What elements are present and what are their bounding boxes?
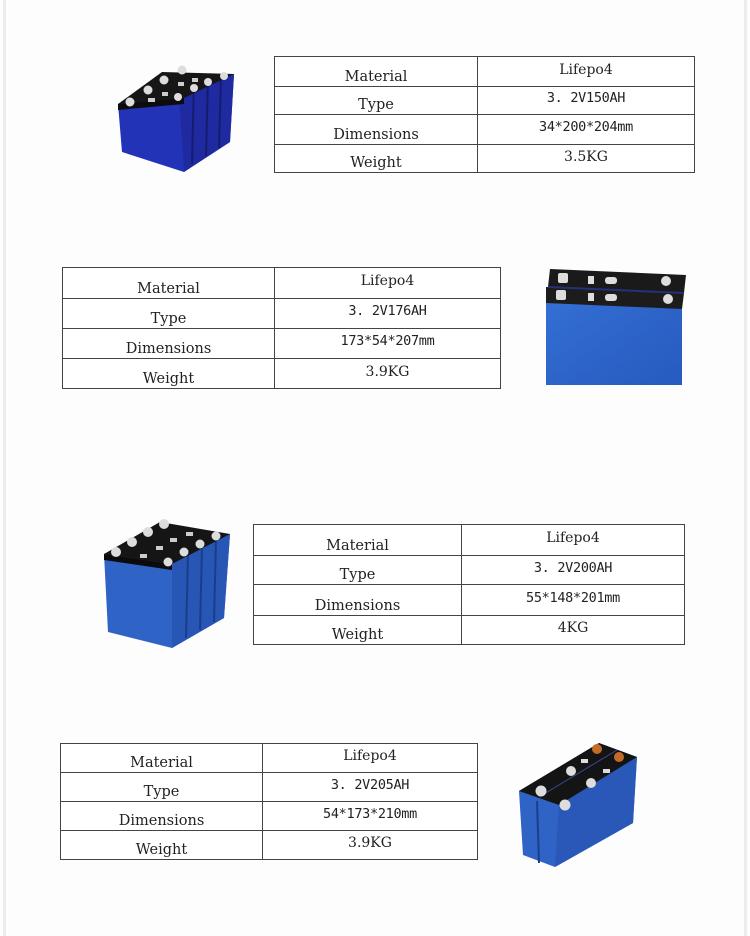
spec-row-weight [275, 145, 695, 173]
spec-label: Dimensions [275, 115, 478, 145]
spec-row-weight [254, 616, 685, 645]
spec-label: Material [254, 525, 462, 556]
spec-table-150ah [274, 56, 695, 173]
spec-table-200ah [253, 524, 685, 645]
spec-label: Dimensions [254, 585, 462, 616]
spec-value: 3.9KG [263, 831, 478, 860]
spec-value: 3.9KG [275, 359, 501, 389]
battery-image-150ah [112, 52, 237, 177]
spec-value: 173*54*207mm [275, 329, 501, 359]
spec-value: 3. 2V200AH [462, 556, 685, 585]
spec-label: Weight [61, 831, 263, 860]
spec-value: Lifepo4 [263, 744, 478, 773]
spec-label: Material [63, 268, 275, 299]
battery-pack-4-cell-icon [112, 52, 237, 177]
spec-label: Weight [254, 616, 462, 645]
spec-row-type [254, 556, 685, 585]
spec-row-dimensions [254, 585, 685, 616]
spec-row-type [275, 87, 695, 115]
spec-row-weight [63, 359, 501, 389]
spec-row-material [254, 525, 685, 556]
page-edge-right [744, 0, 747, 936]
battery-pack-2-cell-icon [515, 735, 645, 870]
spec-value: 3. 2V205AH [263, 773, 478, 802]
spec-label: Material [61, 744, 263, 773]
spec-label: Type [275, 87, 478, 115]
spec-table-176ah [62, 267, 501, 389]
battery-pack-2-cell-icon [540, 265, 690, 390]
spec-row-type [61, 773, 478, 802]
spec-label: Type [254, 556, 462, 585]
spec-value: Lifepo4 [478, 57, 695, 87]
spec-label: Type [63, 299, 275, 329]
spec-value: 3.5KG [478, 145, 695, 173]
spec-value: 3. 2V150AH [478, 87, 695, 115]
spec-row-weight [61, 831, 478, 860]
spec-label: Material [275, 57, 478, 87]
spec-value: 55*148*201mm [462, 585, 685, 616]
spec-value: 3. 2V176AH [275, 299, 501, 329]
battery-pack-4-cell-icon [100, 514, 235, 654]
spec-row-material [61, 744, 478, 773]
spec-value: 4KG [462, 616, 685, 645]
spec-label: Dimensions [63, 329, 275, 359]
spec-row-dimensions [275, 115, 695, 145]
spec-value: 54*173*210mm [263, 802, 478, 831]
battery-image-205ah [515, 735, 645, 870]
spec-row-type [63, 299, 501, 329]
spec-label: Dimensions [61, 802, 263, 831]
spec-row-dimensions [61, 802, 478, 831]
page-edge-left [3, 0, 6, 936]
spec-label: Type [61, 773, 263, 802]
spec-value: 34*200*204mm [478, 115, 695, 145]
spec-row-material [63, 268, 501, 299]
spec-table-205ah [60, 743, 478, 860]
spec-row-material [275, 57, 695, 87]
battery-image-200ah [100, 514, 235, 654]
spec-label: Weight [275, 145, 478, 173]
battery-image-176ah [540, 265, 690, 390]
spec-label: Weight [63, 359, 275, 389]
spec-value: Lifepo4 [275, 268, 501, 299]
spec-value: Lifepo4 [462, 525, 685, 556]
spec-row-dimensions [63, 329, 501, 359]
